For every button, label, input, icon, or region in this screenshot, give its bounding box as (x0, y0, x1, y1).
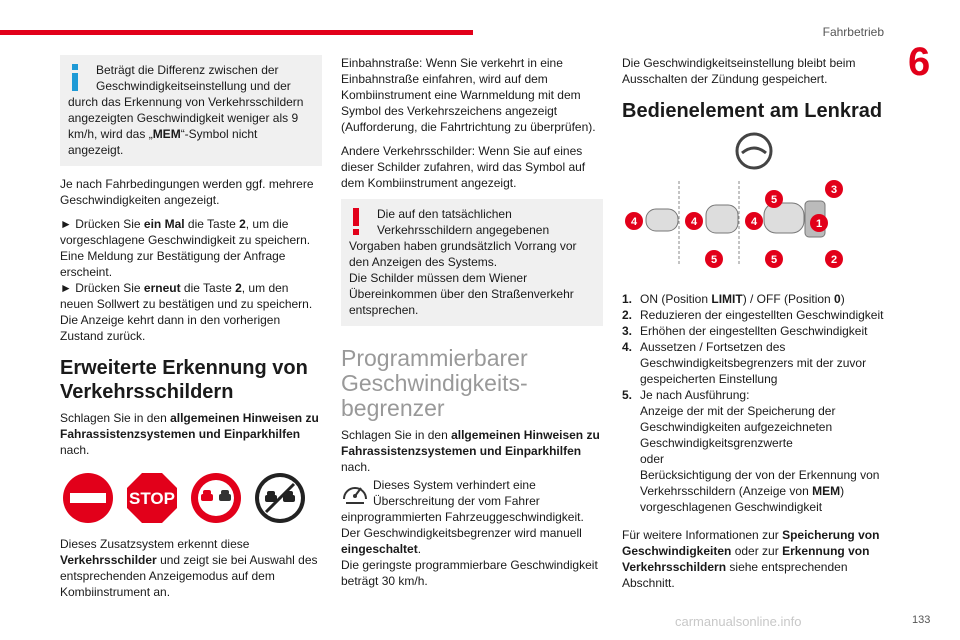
section-heading: Erweiterte Erkennung von Verkehrsschildern (60, 357, 308, 403)
no-overtaking-sign-icon (190, 472, 242, 524)
watermark: carmanualsonline.info (675, 614, 802, 629)
warning-icon (349, 206, 371, 236)
steering-controls-figure (622, 131, 884, 281)
callout-label: 5 (770, 194, 778, 206)
info-text: Beträgt die Differenz zwischen der Geschwindigkeitseinstellung und der durch das Erkennung von Verkehrsschildern angezeigten Geschwindigkeit weniger als 9 km/h, wird das „MEM“-Symbol nicht angezeigt. (68, 63, 304, 157)
callout-label: 4 (690, 216, 698, 228)
paragraph: Einbahnstraße: Wenn Sie verkehrt in eine Einbahnstraße einfahren, wird auf dem Kombiinstrument eine Warnmeldung mit dem Symbol des Verkehrszeichens angezeigt (Aufforderung, die Fahrtrichtung zu überprüfen). (341, 56, 596, 134)
info-icon (68, 62, 90, 92)
end-no-overtaking-sign-icon (254, 472, 306, 524)
callout-label: 5 (770, 254, 778, 266)
warning-text-2: Die Schilder müssen dem Wiener Übereinkommen über den Straßenverkehr entsprechen. (349, 271, 574, 317)
paragraph: Die Anzeige kehrt dann in den vorherigen Zustand zurück. (60, 313, 281, 343)
stop-sign-icon (126, 472, 178, 524)
column-3 (622, 55, 884, 591)
callout-label: 4 (750, 216, 758, 228)
callout-label: 5 (710, 254, 718, 266)
section-heading: Bedienelement am Lenkrad (622, 100, 883, 122)
callout-label: 2 (830, 254, 838, 266)
list-item: 2. Reduzieren der eingestellten Geschwindigkeit (622, 308, 884, 322)
step-1: ► Drücken Sie ein Mal die Taste 2, um die vorgeschlagene Geschwindigkeit zu speichern. (60, 217, 311, 247)
traffic-signs-row (62, 472, 322, 524)
warning-text-1: Die auf den tatsächlichen Verkehrsschildern angegebenen Vorgaben haben grundsätzlich Vorrang vor den Anzeigen des Systems. (349, 207, 577, 269)
system-description: Dieses System verhindert eine Überschreitung der vom Fahrer einprogrammierten Fahrzeuggeschwindigkeit. (341, 478, 584, 524)
info-box (60, 55, 322, 166)
controls-list (622, 291, 884, 515)
column-1 (60, 55, 322, 600)
minimum-speed: Die geringste programmierbare Geschwindigkeit beträgt 30 km/h. (341, 558, 598, 588)
signs-description: Dieses Zusatzsystem erkennt diese Verkehrsschilder und zeigt sie bei Auswahl des entsprechenden Anzeigemodus auf dem Kombiinstrument an. (60, 537, 318, 599)
svg-text:STOP: STOP (129, 489, 175, 508)
page-number: 133 (912, 614, 931, 626)
paragraph: Je nach Fahrbedingungen werden ggf. mehrere Geschwindigkeiten angezeigt. (60, 177, 314, 207)
callout-label: 3 (830, 184, 838, 196)
reference-text: Schlagen Sie in den allgemeinen Hinweisen zu Fahrassistenzsystemen und Einparkhilfen nach. (60, 411, 319, 457)
warning-box (341, 199, 603, 326)
speedometer-icon (341, 477, 369, 507)
section-title: Fahrbetrieb (822, 25, 884, 39)
control-panel-left (646, 181, 679, 266)
list-item: 1. ON (Position LIMIT) / OFF (Position 0) (622, 292, 845, 306)
list-item: 5. Je nach Ausführung: Anzeige der mit der Speicherung der Geschwindigkeiten aufgezeichneten Geschwindigkeitsgrenzwerte oder Berücksichtigung der von der Erkennung von Verkehrsschildern (Anzeige von MEM) vorgeschlagenen Geschwindigkeit (622, 388, 880, 514)
paragraph: Die Geschwindigkeitseinstellung bleibt beim Ausschalten der Zündung gespeichert. (622, 56, 856, 86)
list-item: 3. Erhöhen der eingestellten Geschwindigkeit (622, 324, 868, 338)
header-red-bar (0, 30, 473, 35)
paragraph: Andere Verkehrsschilder: Wenn Sie auf eines dieser Schilder zufahren, wird das Symbol auf dem Kombiinstrument angezeigt. (341, 144, 586, 190)
step-2: ► Drücken Sie erneut die Taste 2, um den neuen Sollwert zu bestätigen und zu speichern. (60, 281, 313, 311)
callout-label: 4 (630, 216, 638, 228)
more-info: Für weitere Informationen zur Speicherung von Geschwindigkeiten oder zur Erkennung von Verkehrsschildern siehe entsprechenden Abschnitt. (622, 528, 880, 590)
reference-text: Schlagen Sie in den allgemeinen Hinweisen zu Fahrassistenzsystemen und Einparkhilfen nach. (341, 428, 600, 474)
steering-wheel-icon (737, 134, 771, 168)
chapter-number: 6 (908, 40, 931, 84)
list-item: 4. Aussetzen / Fortsetzen des Geschwindigkeitsbegrenzers mit der zuvor gespeicherten Einstellung (622, 340, 867, 386)
column-2 (341, 55, 603, 589)
section-heading: Programmierbarer Geschwindigkeits-begrenzer (341, 345, 528, 421)
mem-label: MEM (152, 127, 181, 141)
callout-label: 1 (815, 218, 823, 230)
paragraph: Eine Meldung zur Bestätigung der Anfrage erscheint. (60, 249, 286, 279)
manual-activation: Der Geschwindigkeitsbegrenzer wird manuell eingeschaltet. (341, 526, 582, 556)
no-entry-sign-icon (62, 472, 114, 524)
